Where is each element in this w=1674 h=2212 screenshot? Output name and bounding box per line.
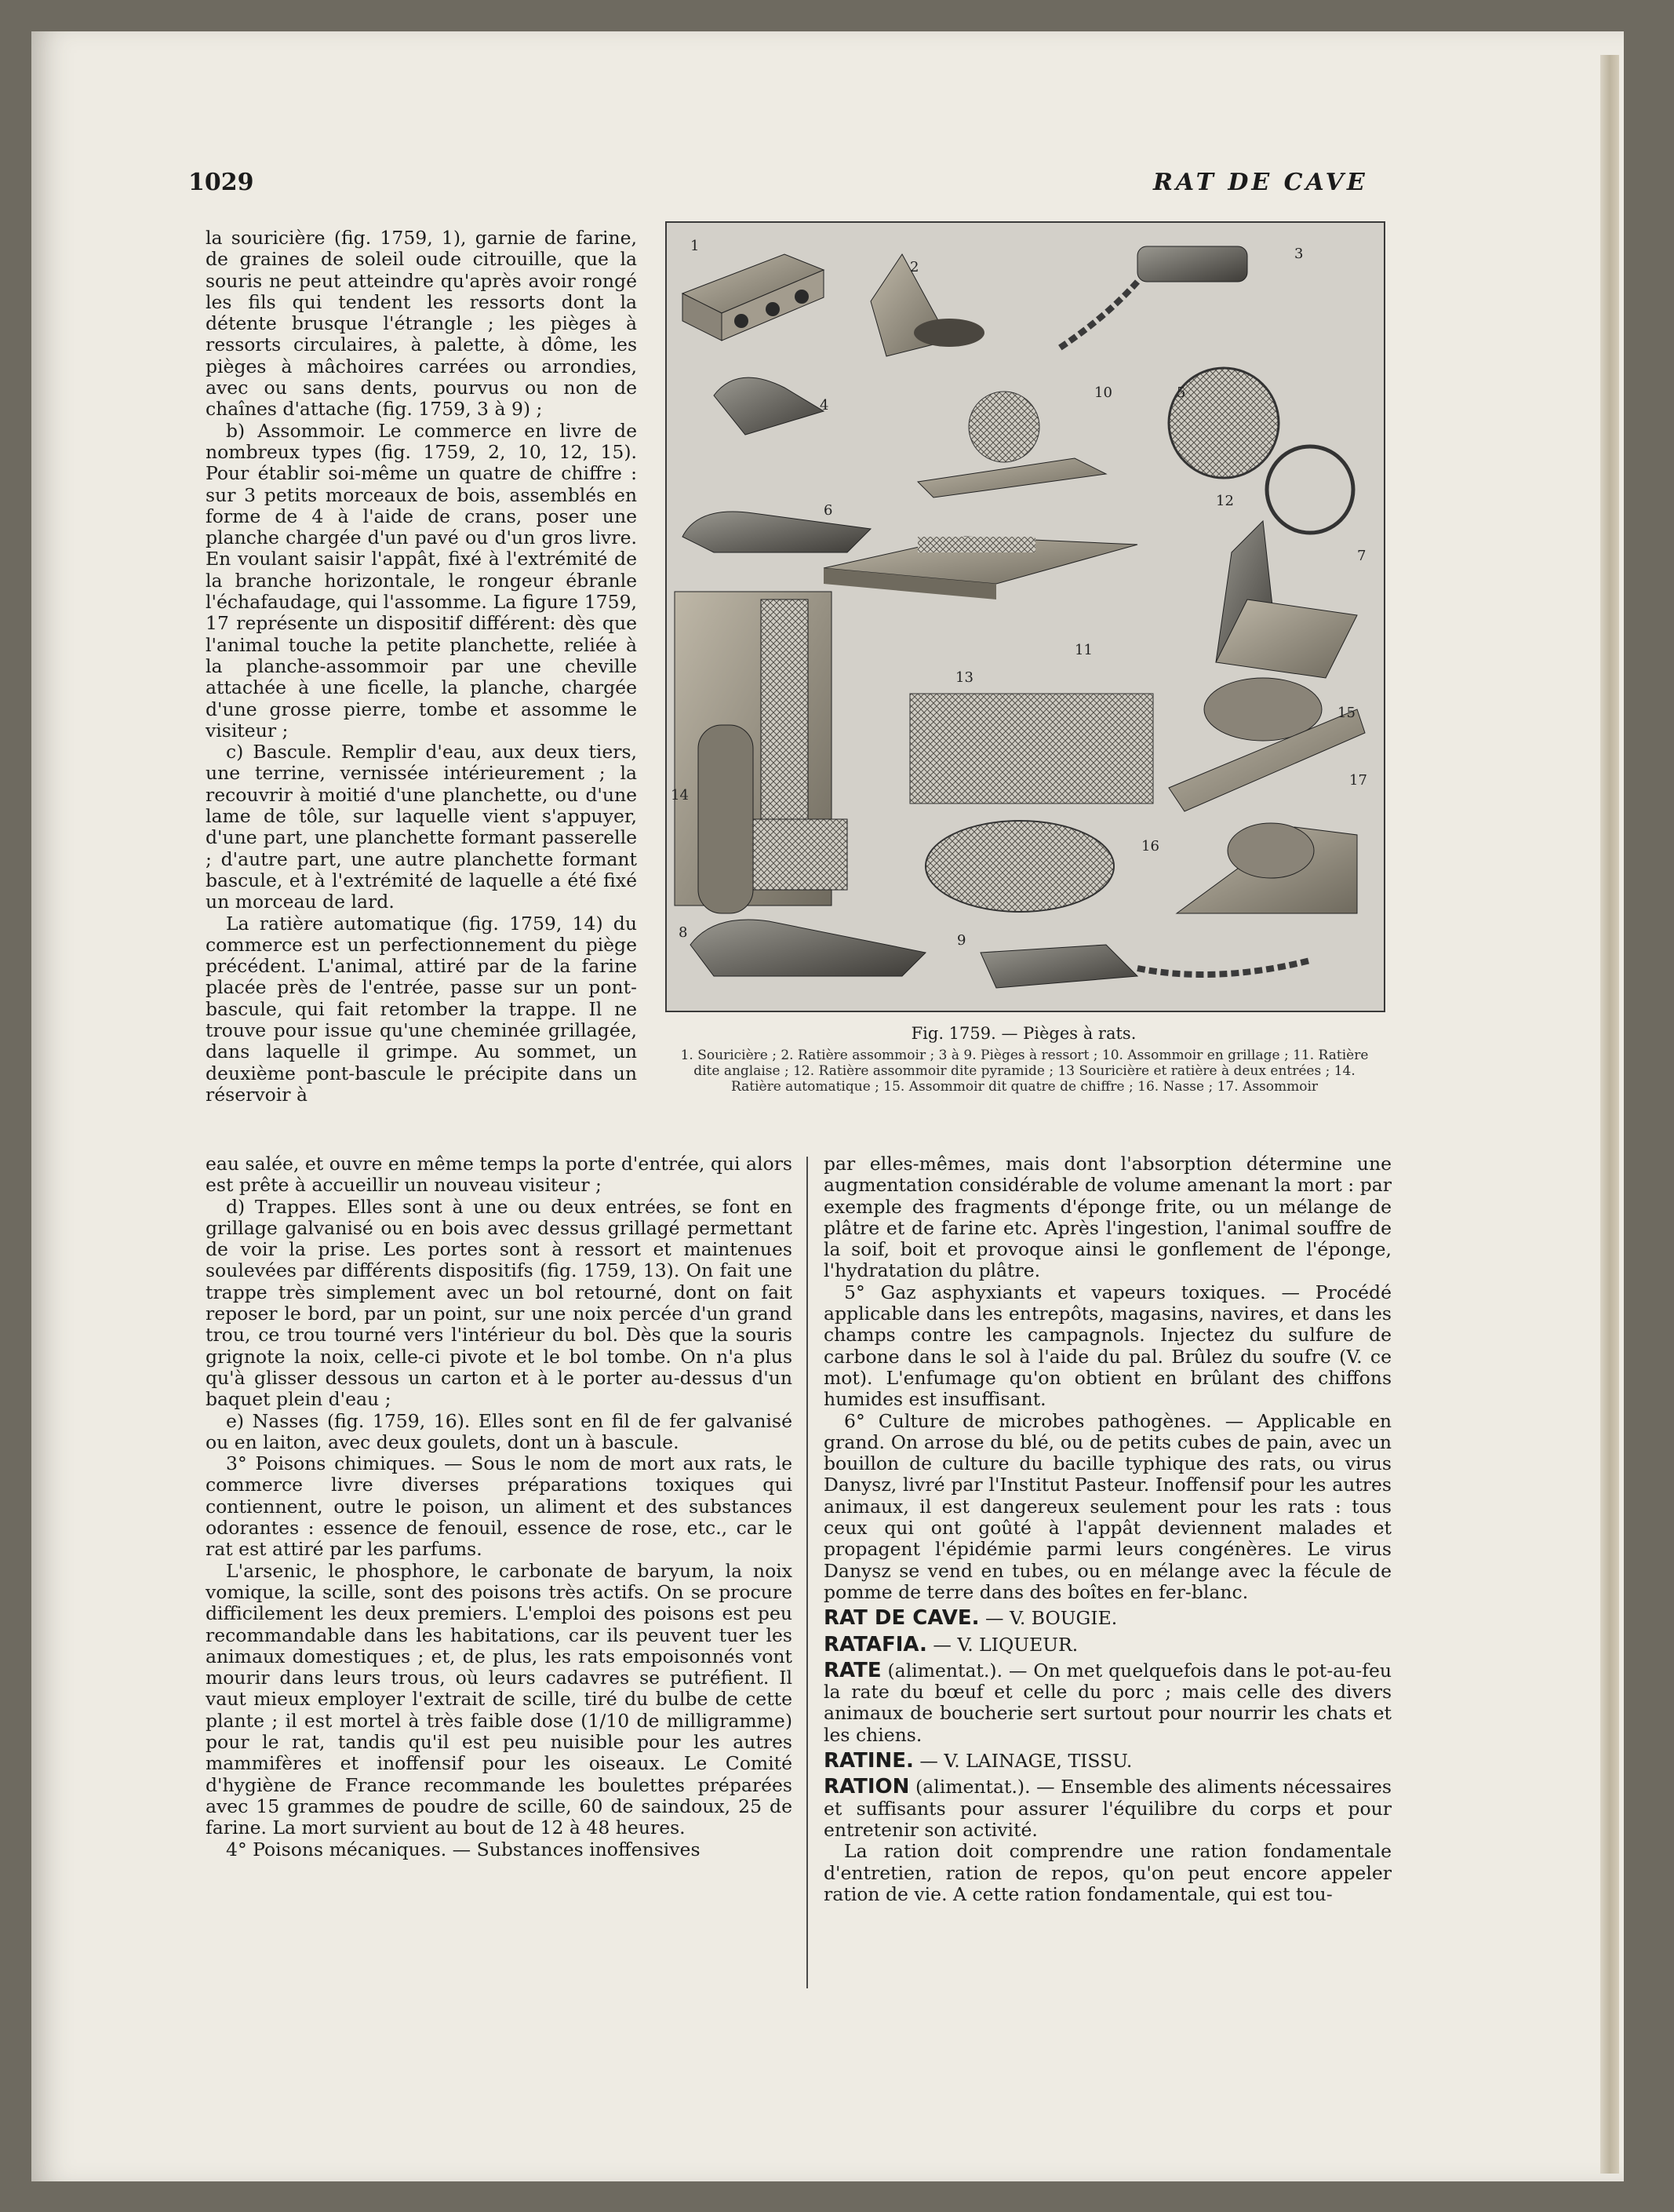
figure-caption: Fig. 1759. — Pièges à rats. [911,1024,1137,1043]
column-divider [806,1157,808,1988]
paragraph: eau salée, et ouvre en même temps la porte d'entrée, qui alors est prête à accueillir un nouveau visiteur ; [206,1153,792,1197]
paragraph: 6° Culture de microbes pathogènes. — Applicable en grand. On arrose du blé, ou de petits cubes de pain, avec un bouillon de culture du bacille typhique des rats, ou virus Danysz, livré par l'Institut Pasteur. Inoffensif pour les autres animaux, il est dangereux seulement pour les rats : tous ceux qui ont goûté à l'appât deviennent malades et propagent l'épidémie parmi leurs congénères. Le virus Danysz se vend en tubes, ou en mélange avec la fécule de pomme de terre dans des boîtes en fer-blanc. [824,1409,1392,1603]
entry-rate [824,1660,1392,1746]
figure-label: 1 [690,238,700,254]
figure-label: 7 [1357,548,1366,564]
paragraph: e) Nasses (fig. 1759, 16). Elles sont en fil de fer galvanisé ou en laiton, avec deux goulets, dont un à bascule. [206,1409,792,1453]
figure-label: 2 [910,259,919,275]
page-number: 1029 [188,169,254,196]
entry-ratafia [824,1634,1392,1656]
paragraph: L'arsenic, le phosphore, le carbonate de baryum, la noix vomique, la scille, sont des poisons très actifs. On se procure difficilement les deux premiers. L'emploi des poisons est peu recommandable dans les habitations, car ils peuvent tuer les animaux domestiques ; et, de plus, les rats empoisonnés vont mourir dans leurs trous, où leurs cadavres se putréfient. Il vaut mieux employer l'extrait de scille, tiré du bulbe de cette plante ; il est mortel à très faible dose (1/10 de milligramme) pour le rat, tandis qu'il est peu nuisible pour les autres mammifères et inoffensif pour les oiseaux. Le Comité d'hygiène de France recommande les boulettes préparées avec 15 grammes de poudre de scille, 60 de saindoux, 25 de farine. La mort survient au bout de 12 à 48 heures. [206,1559,792,1839]
right-column-bottom [824,1153,1392,1905]
figure-label: 8 [679,924,688,941]
paragraph: b) Assommoir. Le commerce en livre de nombreux types (fig. 1759, 2, 10, 12, 15). Pour établir soi-même un quatre de chiffre : sur 3 petits morceaux de bois, assemblés en forme de 4 à l'aide de crans, poser une planche chargée d'un pavé ou d'un gros livre. En voulant saisir l'appât, fixé à l'extrémité de la branche horizontale, le rongeur ébranle l'échafaudage, qui l'assomme. La figure 1759, 17 représente un dispositif différent: dès que l'animal touche la petite planchette, reliée à la planche-assommoir par une cheville attachée à une ficelle, la planche, chargée d'une grosse pierre, tombe et assomme le visiteur ; [206,419,637,742]
entry-text: — V. LIQUEUR. [926,1633,1079,1656]
figure-label: 10 [1094,384,1112,401]
paragraph: 3° Poisons chimiques. — Sous le nom de mort aux rats, le commerce livre diverses préparations toxiques qui contiennent, outre le poison, un aliment et des substances odorantes : essence de fenouil, essence de rose, etc., car le rat est attiré par les parfums. [206,1452,792,1561]
figure-label: 5 [1177,384,1186,401]
entry-ration [824,1777,1392,1841]
entry-rat-de-cave [824,1608,1392,1629]
figure-label: 3 [1294,246,1304,262]
figure-rat-traps [665,221,1385,1012]
entry-ratine [824,1751,1392,1772]
figure-label: 15 [1337,705,1356,721]
headword: RAT DE CAVE. [824,1606,980,1631]
paragraph: par elles-mêmes, mais dont l'absorption détermine une augmentation considérable de volume amenant la mort : par exemple des fragments d'éponge frite, ou un mélange de plâtre et de farine etc. Après l'ingestion, l'animal souffre de la soif, boit et provoque ainsi le gonflement de l'éponge, l'hydratation du plâtre. [824,1153,1392,1282]
trap-engravings [667,223,1384,1011]
paragraph: 5° Gaz asphyxiants et vapeurs toxiques. — Procédé applicable dans les entrepôts, magasins, navires, et dans les champs contre les campagnols. Injectez du sulfure de carbone dans le sol à l'aide du pal. Brûlez du soufre (V. ce mot). L'enfumage qu'on obtient en brûlant des chiffons humides est insuffisant. [824,1281,1392,1411]
headword: RATAFIA. [824,1632,927,1656]
entry-text: (alimentat.). — On met quelquefois dans le pot-au-feu la rate du bœuf et celle du porc ; mais celle des divers animaux de boucherie sert surtout pour nourrir les chats et les chiens. [824,1659,1392,1746]
running-title: RAT DE CAVE [1153,169,1368,196]
figure-legend: 1. Souricière ; 2. Ratière assommoir ; 3 à 9. Pièges à ressort ; 10. Assommoir en grillage ; 11. Ratière dite anglaise ; 12. Ratière assommoir dite pyramide ; 13 Souricière et ratière à deux entrées ; 14. Ratière automatique ; 15. Assommoir dit quatre de chiffre ; 16. Nasse ; 17. Assommoir [680,1048,1369,1095]
figure-label: 13 [955,669,973,686]
entry-text: — V. BOUGIE. [979,1607,1118,1630]
paragraph: 4° Poisons mécaniques. — Substances inoffensives [226,1838,701,1860]
figure-label: 16 [1141,838,1159,855]
figure-label: 6 [824,502,833,519]
figure-label: 12 [1216,493,1234,509]
headword: RATION [824,1775,910,1799]
left-column-bottom [206,1153,792,1860]
figure-label: 11 [1075,642,1093,658]
page-edge [1600,55,1619,2174]
headword: RATINE. [824,1749,914,1773]
left-column-top [206,228,637,1106]
headword: RATE [824,1658,882,1682]
entry-text: (alimentat.). — Ensemble des aliments nécessaires et suffisants pour assurer l'équilibre du corps et pour entretenir son activité. [824,1776,1392,1841]
paragraph: La ration doit comprendre une ration fondamentale d'entretien, ration de repos, qu'on peut encore appeler ration de vie. A cette ration fondamentale, qui est tou- [824,1840,1392,1905]
paragraph: c) Bascule. Remplir d'eau, aux deux tiers, une terrine, vernissée intérieurement ; la recouvrir à moitié d'une planchette, ou d'une lame de tôle, sur laquelle vient s'appuyer, d'une part, une planchette formant passerelle ; d'autre part, une autre planchette formant bascule, et à l'extrémité de laquelle a été fixé un morceau de lard. [206,741,637,913]
figure-label: 9 [957,932,966,949]
figure-label: 17 [1349,772,1367,789]
paragraph: d) Trappes. Elles sont à une ou deux entrées, se font en grillage galvanisé ou en bois avec dessus grillagé permettant de voir la prise. Les portes sont à ressort et maintenues soulevées par différents dispositifs (fig. 1759, 13). On fait une trappe très simplement avec un bol retourné, dont on fait reposer le bord, par un point, sur une noix percée d'un grand trou, ce trou tourné vers l'intérieur du bol. Dès que la souris grignote la noix, celle-ci pivote et le bol tombe. On n'a plus qu'à glisser dessous un carton et à le porter au-dessus d'un baquet plein d'eau ; [206,1195,792,1411]
figure-label: 4 [820,397,829,414]
figure-label: 14 [671,787,689,804]
paragraph: la souricière (fig. 1759, 1), garnie de farine, de graines de soleil oude citrouille, que la souris ne peut atteindre qu'après avoir rongé les fils qui tendent les ressorts dont la détente brusque l'étrangle ; les pièges à ressorts circulaires, à palette, à dôme, les pièges à mâchoires carrées ou arrondies, avec ou sans dents, pourvus ou non de chaînes d'attache (fig. 1759, 3 à 9) ; [206,227,637,421]
entry-text: — V. LAINAGE, TISSU. [913,1750,1133,1773]
paragraph: La ratière automatique (fig. 1759, 14) du commerce est un perfectionnement du piège précédent. L'animal, attiré par de la farine placée près de l'entrée, passe sur un pont-bascule, qui fait retomber la trappe. Il ne trouve pour issue qu'une cheminée grillagée, dans laquelle il grimpe. Au sommet, un deuxième pont-bascule le précipite dans un réservoir à [206,912,637,1106]
